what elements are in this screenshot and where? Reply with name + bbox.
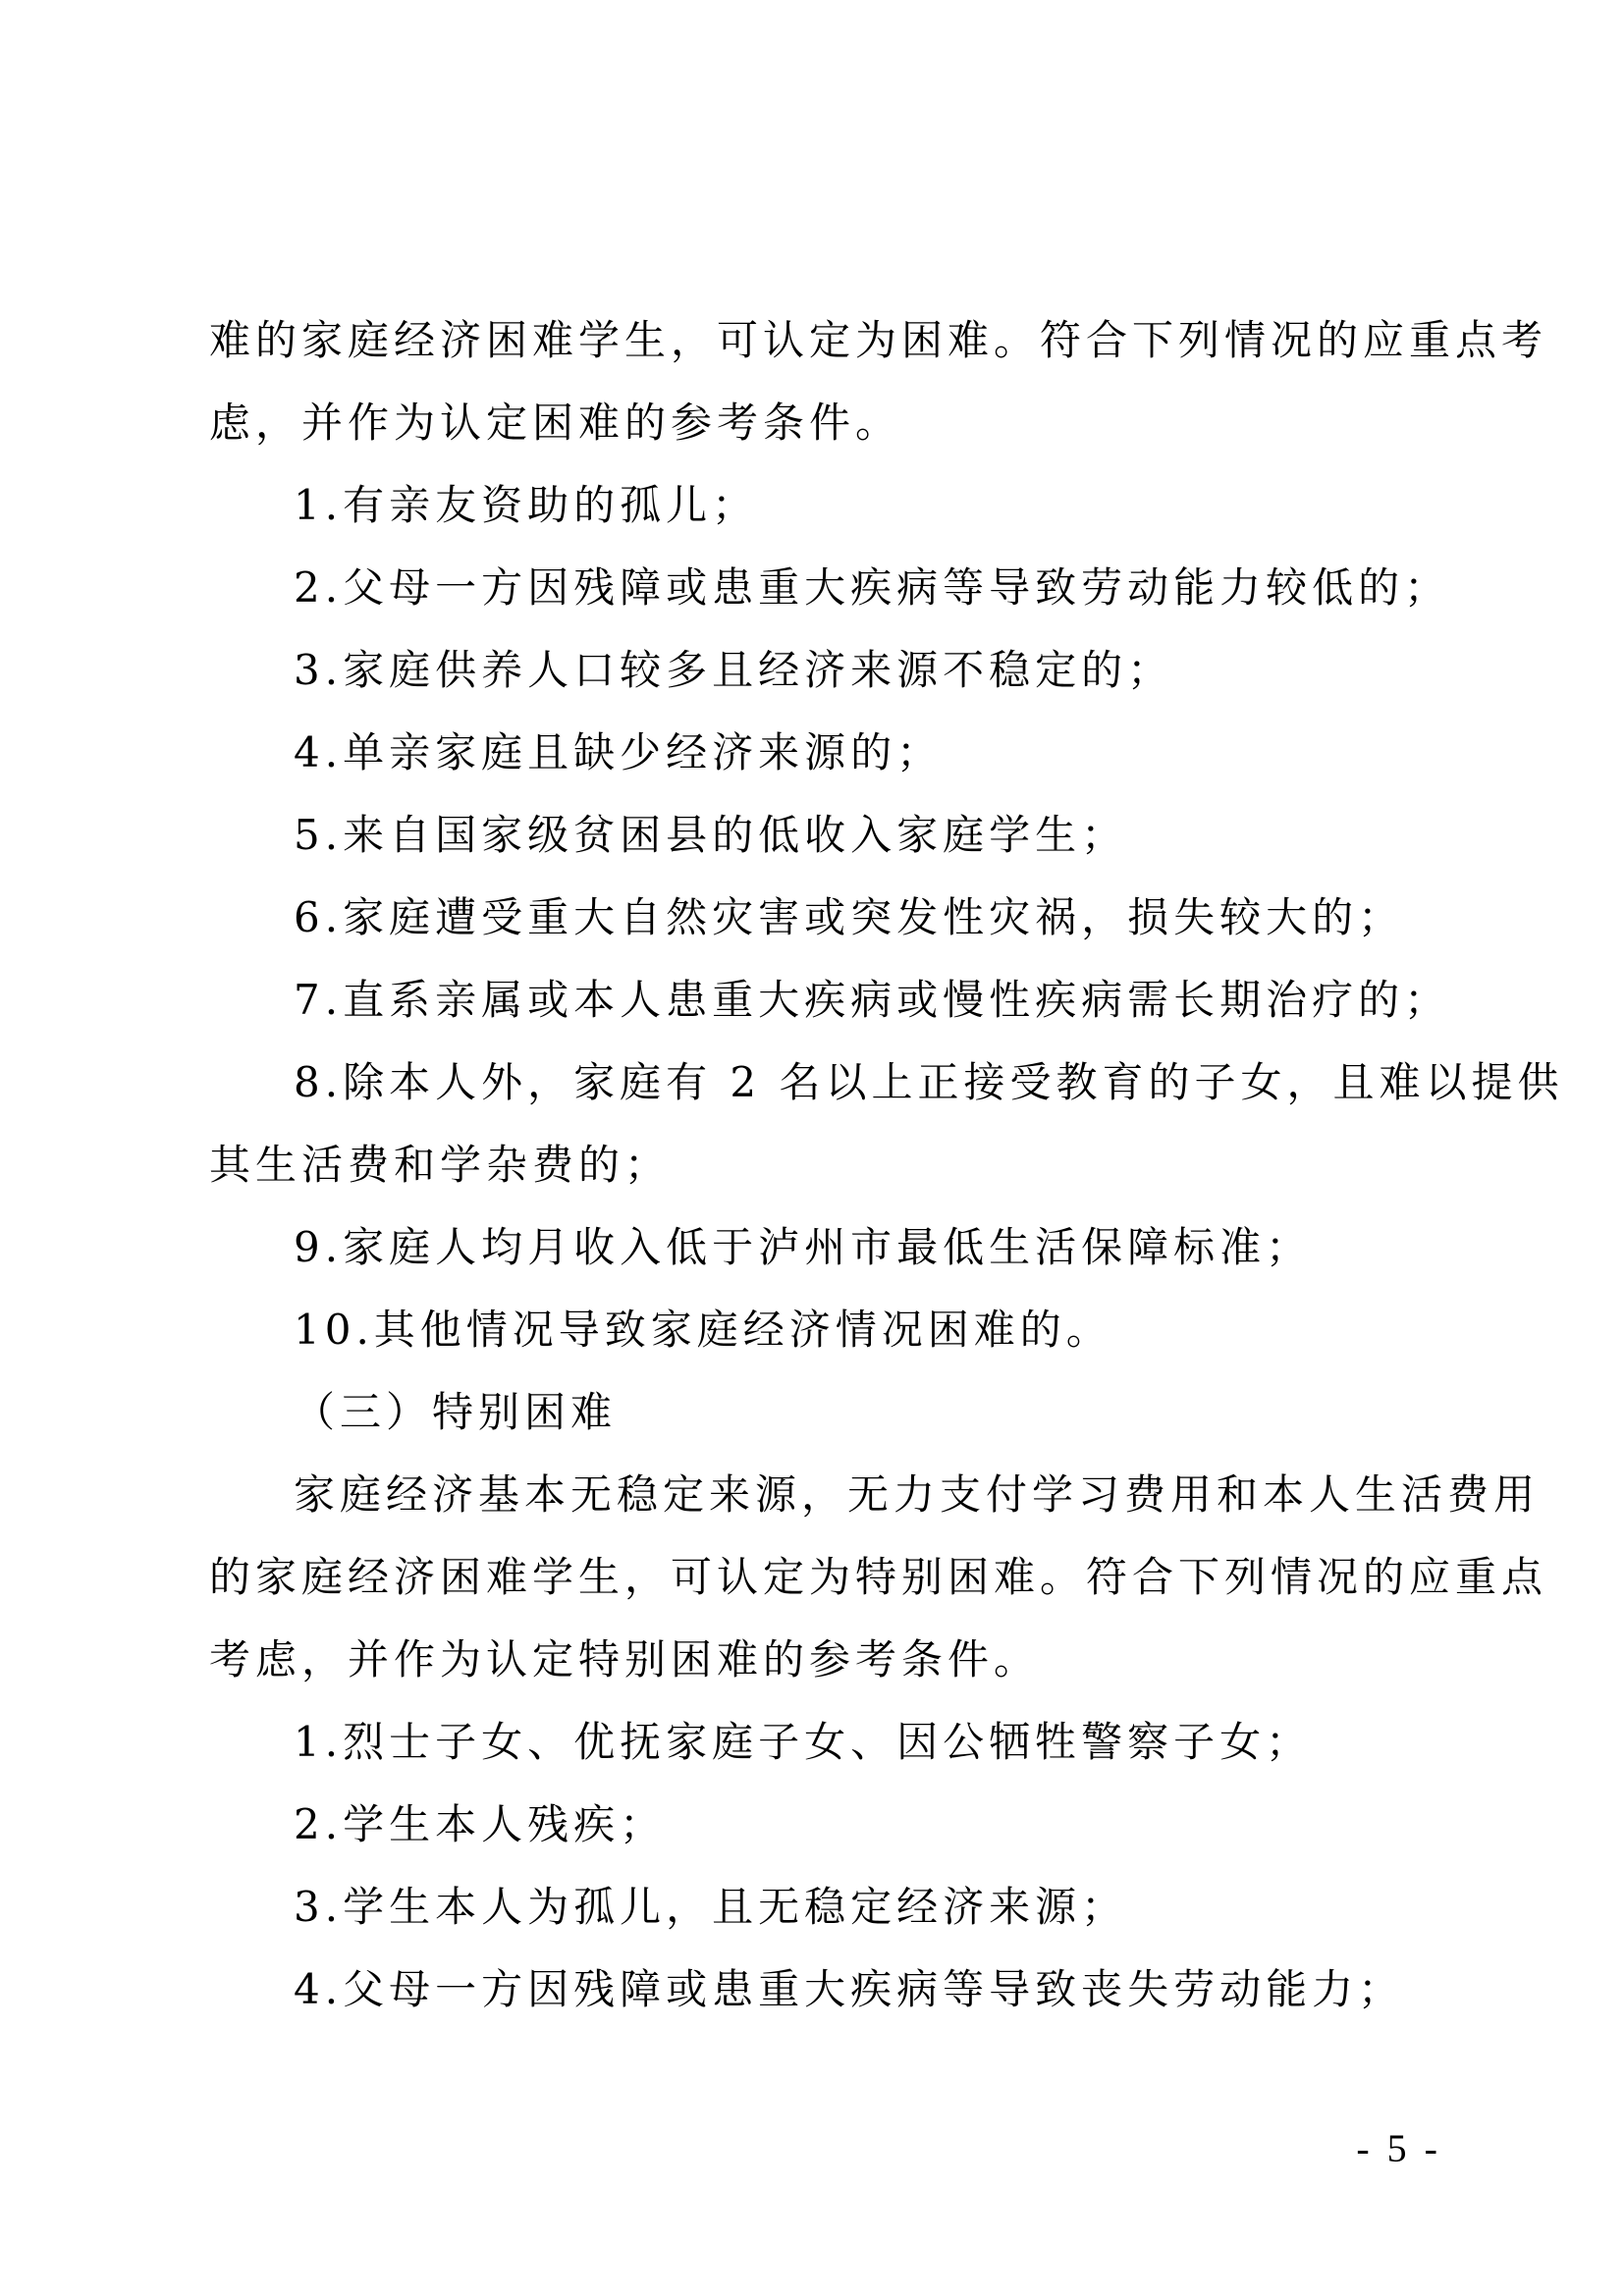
list-item: 1.有亲友资助的孤儿； — [294, 481, 759, 529]
section-heading: （三）特别困难 — [294, 1388, 618, 1436]
list-item: 3.家庭供养人口较多且经济来源不稳定的； — [294, 646, 1174, 694]
text-line: 难的家庭经济困难学生，可认定为困难。符合下列情况的应重点考 — [209, 316, 1548, 364]
text-line: 的家庭经济困难学生，可认定为特别困难。符合下列情况的应重点 — [209, 1553, 1548, 1601]
list-item: 6.家庭遭受重大自然灾害或突发性灾祸，损失较大的； — [294, 893, 1405, 941]
list-item: 7.直系亲属或本人患重大疾病或慢性疾病需长期治疗的； — [294, 976, 1451, 1024]
text-line: 虑，并作为认定困难的参考条件。 — [209, 399, 902, 447]
text-line: 考虑，并作为认定特别困难的参考条件。 — [209, 1635, 1041, 1683]
text-line: 家庭经济基本无稳定来源，无力支付学习费用和本人生活费用 — [294, 1470, 1541, 1519]
document-body — [209, 299, 1564, 2031]
list-item: 10.其他情况导致家庭经济情况困难的。 — [294, 1306, 1112, 1354]
list-item: 5.来自国家级贫困县的低收入家庭学生； — [294, 811, 1128, 859]
list-item: 4.单亲家庭且缺少经济来源的； — [294, 728, 944, 776]
list-item: 4.父母一方因残障或患重大疾病等导致丧失劳动能力； — [294, 1965, 1405, 2013]
page-number: - 5 - — [1356, 2126, 1441, 2170]
list-item: 9.家庭人均月收入低于泸州市最低生活保障标准； — [294, 1223, 1313, 1271]
list-item: 2.学生本人残疾； — [294, 1800, 667, 1848]
list-item: 8.除本人外，家庭有 2 名以上正接受教育的子女，且难以提供 — [294, 1058, 1564, 1106]
list-item: 2.父母一方因残障或患重大疾病等导致劳动能力较低的； — [294, 563, 1451, 612]
text-line: 其生活费和学杂费的； — [209, 1141, 672, 1189]
list-item: 1.烈士子女、优抚家庭子女、因公牺牲警察子女； — [294, 1718, 1313, 1766]
list-item: 3.学生本人为孤儿，且无稳定经济来源； — [294, 1883, 1128, 1931]
